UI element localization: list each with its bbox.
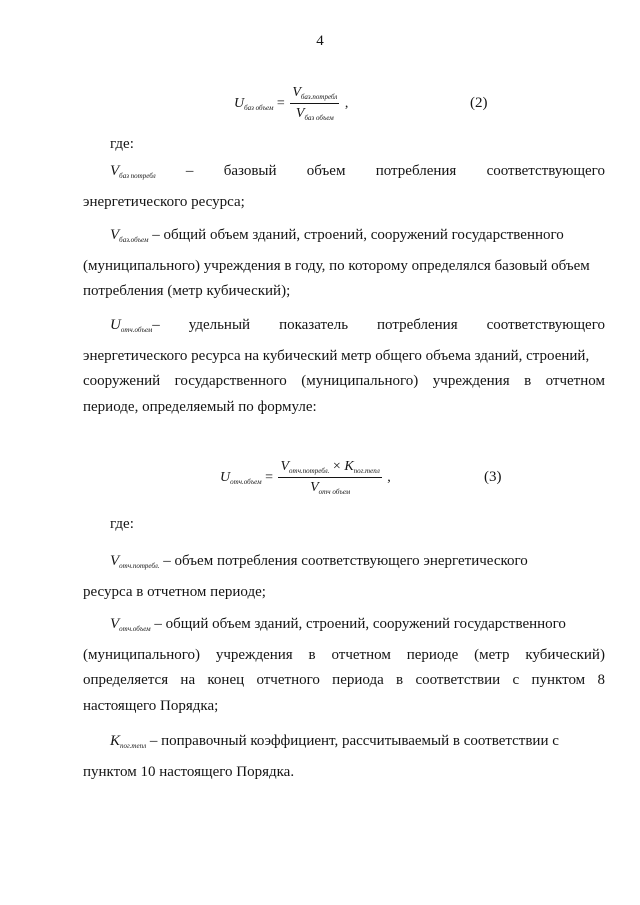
where-label-2: где:: [110, 516, 134, 532]
formula-3-numerator: $V_{отч.потребл.} \times K_{пог.тепл}$: [278, 460, 381, 478]
formula-3-fraction: [278, 460, 381, 496]
formula-3-lhs: $U_{отч.объем}$: [220, 469, 262, 486]
definition-line: $V_{баз потребл}$ – базовый объем потребления соответствующего: [83, 159, 605, 190]
definition-k-pog-tepl: $K_{пог.тепл}$ – поправочный коэффициент, рассчитываемый в соответствии с пунктом 10 настоящего Порядка.: [83, 733, 559, 780]
formula-3-denominator: $V_{отч объем}$: [310, 480, 351, 497]
symbol-v-otch-obem: $V_{отч.объем}$: [110, 616, 151, 633]
formula-2-denominator: $V_{баз объем}$: [295, 106, 334, 122]
where-label-1: где:: [110, 136, 134, 152]
symbol-k-pog-tepl: $K_{пог.тепл}$: [110, 733, 147, 750]
symbol-v-baz-potrebl: $V_{баз потребл}$: [110, 163, 156, 180]
formula-2-lhs: $U_{баз объем}$: [234, 95, 274, 112]
formula-2-equals: =: [276, 96, 285, 111]
formula-3: $U_{отч.объем}$ = $\frac{V_{отч.потребл.} \times K_{пог.тепл}}{V_{отч объем}}$ ,: [220, 459, 391, 497]
page-number: 4: [316, 33, 324, 49]
definition-v-baz-potrebl: $V_{баз потребл}$ – базовый объем потребления соответствующего энергетического ресурса;: [83, 159, 605, 215]
definition-u-otch-obem: $U_{отч.объем}-$ удельный показатель потребления соответствующего энергетического ресурса на кубический метр общего объема зданий, строений, сооружений государственного (муниципального) учреждения в отчетном периоде, определяемый по формуле:: [83, 313, 605, 420]
formula-2-fraction: [290, 86, 339, 122]
symbol-u-otch-obem: $U_{отч.объем}-$: [110, 317, 160, 334]
formula-2-numerator: $V_{баз.потребл}$: [290, 86, 339, 104]
definition-v-baz-obem: $V_{баз.объем}$ – общий объем зданий, строений, сооружений государственного (муниципального) учреждения в году, по которому определялся базовый объем потребления (метр кубический);: [83, 227, 590, 299]
formula-3-number: (3): [484, 469, 502, 485]
definition-v-otch-obem: $V_{отч.объем}$ – общий объем зданий, строений, сооружений государственного (муниципального) учреждения в отчетном периоде (метр кубический) определяется на конец отчетного периода в соответствии с пунктом 8 настоящего Порядка;: [83, 616, 605, 714]
formula-3-equals: =: [265, 470, 273, 486]
symbol-v-baz-obem: $V_{баз.объем}$: [110, 227, 149, 244]
symbol-v-otch-potrebl: $V_{отч.потребл.}$: [110, 553, 160, 570]
definition-v-otch-potrebl: $V_{отч.потребл.}$ – объем потребления соответствующего энергетического ресурса в отчетном периоде;: [83, 553, 528, 600]
formula-2: $U_{баз объем}$ = $\frac{V_{баз.потребл}}{V_{баз объем}}$ ,: [234, 85, 349, 122]
formula-2-number: (2): [470, 95, 488, 111]
